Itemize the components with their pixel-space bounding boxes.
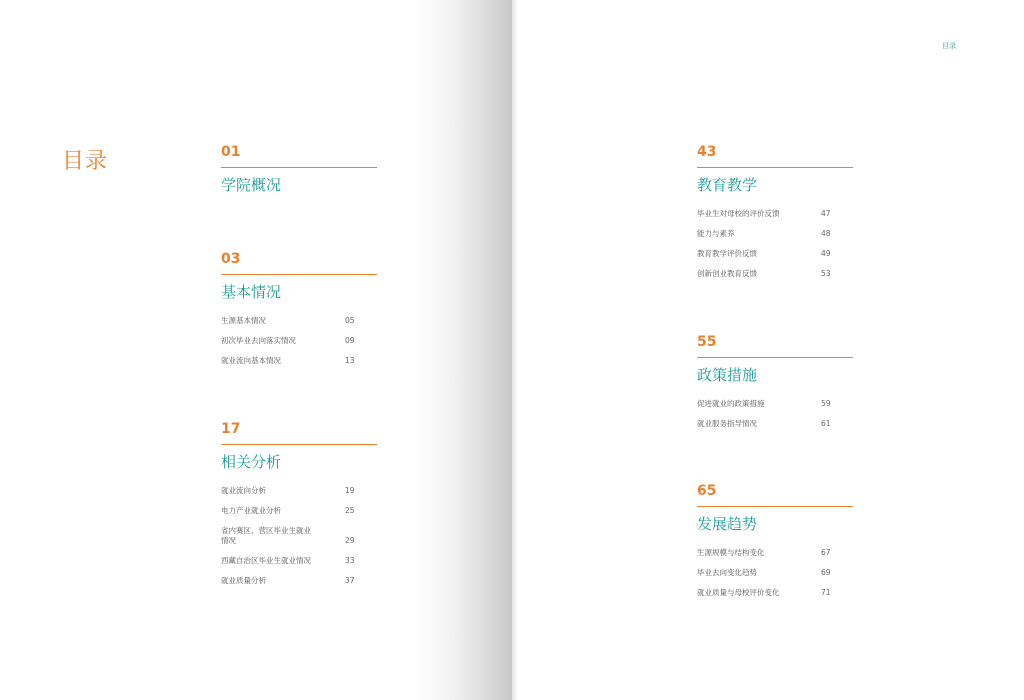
toc-item[interactable] [697,204,853,224]
toc-item-text: 就业流向分析 [221,486,266,495]
toc-section [221,143,377,196]
toc-item-page: 37 [345,576,355,585]
toc-section [697,333,853,434]
toc-item-list [697,204,853,284]
section-number: 55 [697,334,717,350]
toc-item-page: 29 [345,536,355,545]
toc-item-text: 西藏自治区毕业生就业情况 [221,556,311,565]
toc-item-page: 53 [821,269,831,278]
toc-item[interactable] [697,414,853,434]
section-title[interactable]: 基本情况 [221,283,282,301]
toc-title: 目录 [62,149,109,174]
toc-item-page: 59 [821,399,831,408]
toc-item-page: 71 [821,588,831,597]
toc-item-page: 09 [345,336,355,345]
toc-item-text: 教育教学评价反馈 [697,249,757,258]
toc-item[interactable] [221,521,377,551]
toc-item-text: 创新创业教育反馈 [697,269,757,278]
section-title[interactable]: 教育教学 [697,176,758,194]
section-number: 43 [697,144,717,160]
section-rule [221,167,377,168]
toc-item[interactable] [697,264,853,284]
toc-item[interactable] [697,563,853,583]
section-number: 17 [221,421,241,437]
toc-item-page: 49 [821,249,831,258]
toc-item[interactable] [697,543,853,563]
toc-item-list [697,543,853,603]
toc-item[interactable] [697,583,853,603]
toc-item-page: 48 [821,229,831,238]
toc-item-page: 61 [821,419,831,428]
toc-item-page: 33 [345,556,355,565]
toc-item[interactable] [221,351,377,371]
section-number: 03 [221,251,241,267]
running-header: 目录 [942,42,956,50]
section-rule [697,167,853,168]
toc-item[interactable] [697,224,853,244]
toc-item-page: 13 [345,356,355,365]
toc-item-page: 19 [345,486,355,495]
section-number: 01 [221,144,241,160]
section-title[interactable]: 相关分析 [221,453,282,471]
section-title[interactable]: 发展趋势 [697,515,758,533]
toc-item-text: 初次毕业去向落实情况 [221,336,296,345]
section-rule [221,444,377,445]
toc-item-text: 就业质量与母校评价变化 [697,588,780,597]
section-title[interactable]: 学院概况 [221,176,282,194]
toc-item[interactable] [221,551,377,571]
toc-section [221,420,377,591]
toc-item-page: 69 [821,568,831,577]
toc-item[interactable] [697,394,853,414]
section-rule [697,357,853,358]
toc-item-text: 就业质量分析 [221,576,266,585]
toc-item-text: 就业流向基本情况 [221,356,281,365]
section-number: 65 [697,483,717,499]
toc-item-page: 67 [821,548,831,557]
toc-item-text: 就业服务指导情况 [697,419,757,428]
toc-item-list [697,394,853,434]
toc-item[interactable] [221,501,377,521]
toc-item-text: 电力产业就业分析 [221,506,281,515]
toc-item-text: 促进就业的政策措施 [697,399,765,408]
toc-item-list [221,311,377,371]
toc-item-text: 生源规模与结构变化 [697,548,765,557]
toc-item[interactable] [221,311,377,331]
page-fold [512,0,518,700]
toc-item-page: 05 [345,316,355,325]
toc-item[interactable] [221,331,377,351]
section-rule [221,274,377,275]
toc-item[interactable] [221,481,377,501]
toc-item-text: 生源基本情况 [221,316,266,325]
toc-item-text: 省内赛区、营区毕业生就业情况 [221,526,311,545]
toc-section [221,250,377,371]
toc-item-page: 25 [345,506,355,515]
toc-item-text: 毕业去向变化趋势 [697,568,757,577]
toc-section [697,143,853,284]
toc-item-text: 毕业生对母校的评价反馈 [697,209,780,218]
toc-section [697,482,853,603]
section-rule [697,506,853,507]
toc-item[interactable] [221,571,377,591]
toc-item[interactable] [697,244,853,264]
toc-item-text: 能力与素养 [697,229,735,238]
toc-item-page: 47 [821,209,831,218]
toc-item-list [221,481,377,591]
section-title[interactable]: 政策措施 [697,366,758,384]
